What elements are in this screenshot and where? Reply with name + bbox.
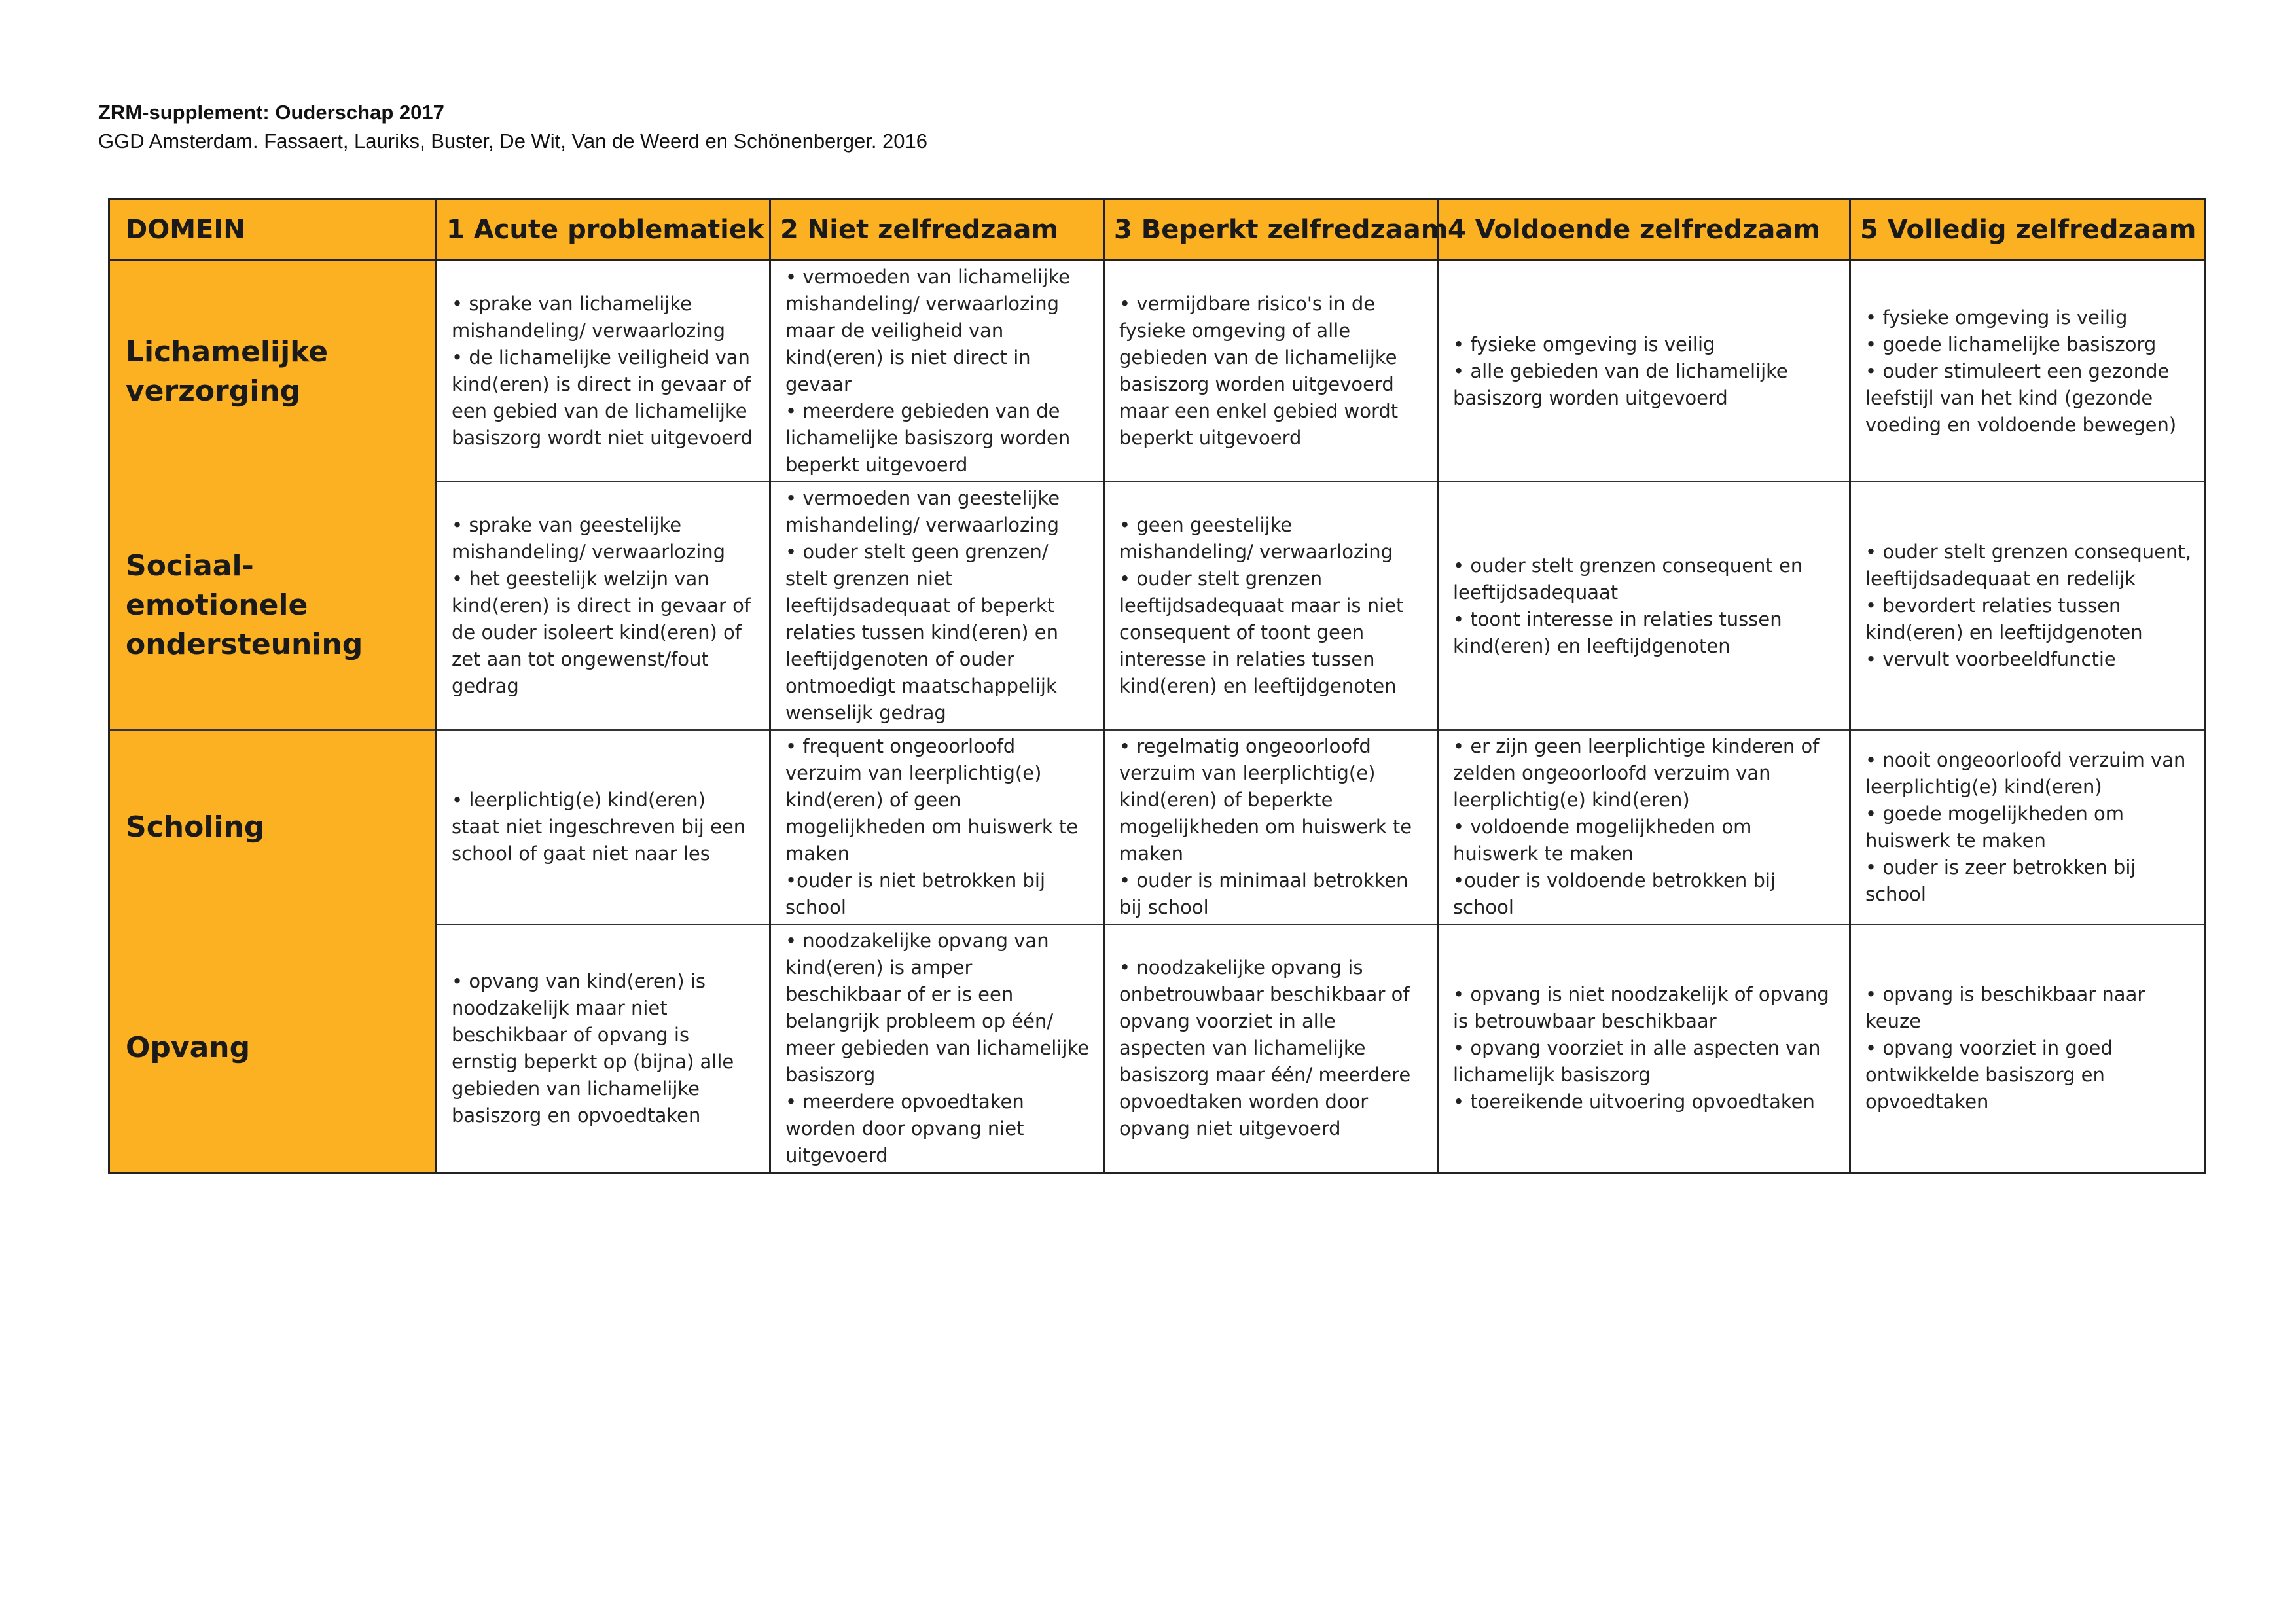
header-level-5: 5 Volledig zelfredzaam	[1850, 199, 2205, 261]
bullet-item: • regelmatig ongeoorloofd verzuim van leerplichtig(e) kind(eren) of beperkte mogelijkheden om huiswerk te maken	[1119, 735, 1412, 865]
bullet-item: • goede mogelijkheden om huiswerk te maken	[1865, 802, 2125, 852]
cell-level-5	[1850, 482, 2205, 730]
domain-cell-sociaal-emotionele-ondersteuning: Sociaal-emotionele ondersteuning	[109, 482, 437, 730]
cell-level-2	[770, 924, 1104, 1173]
bullet-item: • bevordert relaties tussen kind(eren) en leeftijdgenoten	[1865, 594, 2143, 643]
bullet-item: • voldoende mogelijkheden om huiswerk te maken	[1453, 816, 1752, 865]
document-header	[98, 98, 927, 156]
bullet-item: • opvang van kind(eren) is noodzakelijk maar niet beschikbaar of opvang is ernstig beperkt op (bijna) alle gebieden van lichamelijke basiszorg en opvoedtaken	[452, 969, 734, 1127]
cell-level-1	[437, 924, 770, 1173]
bullet-item: • geen geestelijke mishandeling/ verwaarlozing	[1119, 514, 1393, 563]
bullet-item: • fysieke omgeving is veilig	[1453, 333, 1715, 355]
bullet-item: • goede lichamelijke basiszorg	[1865, 333, 2157, 355]
bullet-item: •ouder is voldoende betrokken bij school	[1453, 869, 1776, 918]
domain-cell-scholing: Scholing	[109, 730, 437, 924]
bullet-item: • opvang voorziet in goed ontwikkelde basiszorg en opvoedtaken	[1865, 1037, 2113, 1113]
cell-level-4	[1438, 730, 1850, 924]
table-row	[109, 482, 2205, 730]
header-level-2: 2 Niet zelfredzaam	[770, 199, 1104, 261]
cell-level-3	[1104, 924, 1438, 1173]
bullet-item: • het geestelijk welzijn van kind(eren) is direct in gevaar of de ouder isoleert kind(eren) of zet aan tot ongewenst/fout gedrag	[452, 568, 751, 697]
bullet-item: • opvang voorziet in alle aspecten van lichamelijk basiszorg	[1453, 1037, 1821, 1086]
bullet-item: • ouder stelt grenzen consequent en leeftijdsadequaat	[1453, 554, 1803, 604]
bullet-item: • sprake van geestelijke mishandeling/ verwaarlozing	[452, 514, 726, 563]
header-level-1: 1 Acute problematiek	[437, 199, 770, 261]
bullet-item: • er zijn geen leerplichtige kinderen of zelden ongeoorloofd verzuim van leerplichtig(e) kind(eren)	[1453, 735, 1820, 811]
cell-level-1	[437, 730, 770, 924]
cell-level-1	[437, 261, 770, 482]
bullet-item: • opvang is niet noodzakelijk of opvang is betrouwbaar beschikbaar	[1453, 983, 1829, 1032]
cell-level-5	[1850, 261, 2205, 482]
bullet-item: • vervult voorbeeldfunctie	[1865, 648, 2116, 670]
bullet-item: • meerdere gebieden van de lichamelijke basiszorg worden beperkt uitgevoerd	[785, 400, 1071, 476]
domain-cell-opvang: Opvang	[109, 924, 437, 1173]
bullet-item: • ouder is zeer betrokken bij school	[1865, 856, 2136, 905]
bullet-item: • de lichamelijke veiligheid van kind(eren) is direct in gevaar of een gebied van de lichamelijke basiszorg wordt niet uitgevoerd	[452, 346, 753, 449]
cell-level-3	[1104, 730, 1438, 924]
header-level-3: 3 Beperkt zelfredzaam	[1104, 199, 1438, 261]
cell-level-2	[770, 730, 1104, 924]
bullet-item: • ouder is minimaal betrokken bij school	[1119, 869, 1408, 918]
table-row	[109, 261, 2205, 482]
header-level-4: 4 Voldoende zelfredzaam	[1438, 199, 1850, 261]
table-header-row	[109, 199, 2205, 261]
cell-level-2	[770, 261, 1104, 482]
bullet-item: • alle gebieden van de lichamelijke basiszorg worden uitgevoerd	[1453, 359, 1788, 409]
cell-level-5	[1850, 924, 2205, 1173]
bullet-item: •ouder is niet betrokken bij school	[785, 869, 1046, 918]
table-row	[109, 924, 2205, 1173]
cell-level-4	[1438, 261, 1850, 482]
cell-level-3	[1104, 482, 1438, 730]
bullet-item: • ouder stelt grenzen leeftijdsadequaat maar is niet consequent of toont geen interesse in relaties tussen kind(eren) en leeftijdgenoten	[1119, 568, 1404, 697]
document-subtitle: GGD Amsterdam. Fassaert, Lauriks, Buster, De Wit, Van de Weerd en Schönenberger. 2016	[98, 130, 928, 153]
bullet-item: • ouder stelt geen grenzen/ stelt grenzen niet leeftijdsadequaat of beperkt relaties tussen kind(eren) en leeftijdgenoten of ouder ontmoedigt maatschappelijk wenselijk gedrag	[785, 541, 1059, 724]
cell-level-4	[1438, 482, 1850, 730]
bullet-item: • ouder stimuleert een gezonde leefstijl van het kind (gezonde voeding en voldoende bewegen)	[1865, 359, 2177, 436]
cell-level-4	[1438, 924, 1850, 1173]
bullet-item: • vermijdbare risico's in de fysieke omgeving of alle gebieden van de lichamelijke basiszorg worden uitgevoerd maar een enkel gebied wordt beperkt uitgevoerd	[1119, 293, 1399, 449]
bullet-item: • toont interesse in relaties tussen kind(eren) en leeftijdgenoten	[1453, 607, 1782, 657]
bullet-item: • frequent ongeoorloofd verzuim van leerplichtig(e) kind(eren) of geen mogelijkheden om huiswerk te maken	[785, 735, 1079, 865]
bullet-item: • fysieke omgeving is veilig	[1865, 306, 2128, 329]
cell-level-5	[1850, 730, 2205, 924]
header-domain: DOMEIN	[109, 199, 437, 261]
bullet-item: • meerdere opvoedtaken worden door opvang niet uitgevoerd	[785, 1091, 1024, 1166]
domain-cell-lichamelijke-verzorging: Lichamelijke verzorging	[109, 261, 437, 482]
bullet-item: • vermoeden van geestelijke mishandeling/ verwaarlozing	[785, 487, 1060, 536]
bullet-item: • vermoeden van lichamelijke mishandeling/ verwaarlozing maar de veiligheid van kind(eren) is niet direct in gevaar	[785, 266, 1071, 395]
bullet-item: • toereikende uitvoering opvoedtaken	[1453, 1091, 1815, 1113]
bullet-item: • sprake van lichamelijke mishandeling/ verwaarlozing	[452, 293, 726, 342]
bullet-item: • noodzakelijke opvang is onbetrouwbaar beschikbaar of opvang voorziet in alle aspecten van lichamelijke basiszorg maar één/ meerdere opvoedtaken worden door opvang niet uitgevoerd	[1119, 956, 1411, 1140]
table-row	[109, 730, 2205, 924]
zrm-table	[108, 198, 2206, 1174]
bullet-item: • noodzakelijke opvang van kind(eren) is amper beschikbaar of er is een belangrijk probleem op één/ meer gebieden van lichamelijke basiszorg	[785, 929, 1090, 1086]
document-title: ZRM-supplement: Ouderschap 2017	[98, 101, 444, 124]
bullet-item: • ouder stelt grenzen consequent, leeftijdsadequaat en redelijk	[1865, 541, 2191, 590]
bullet-item: • opvang is beschikbaar naar keuze	[1865, 983, 2145, 1032]
bullet-item: • nooit ongeoorloofd verzuim van leerplichtig(e) kind(eren)	[1865, 748, 2186, 798]
cell-level-3	[1104, 261, 1438, 482]
cell-level-1	[437, 482, 770, 730]
bullet-item: • leerplichtig(e) kind(eren) staat niet ingeschreven bij een school of gaat niet naar les	[452, 789, 746, 865]
cell-level-2	[770, 482, 1104, 730]
